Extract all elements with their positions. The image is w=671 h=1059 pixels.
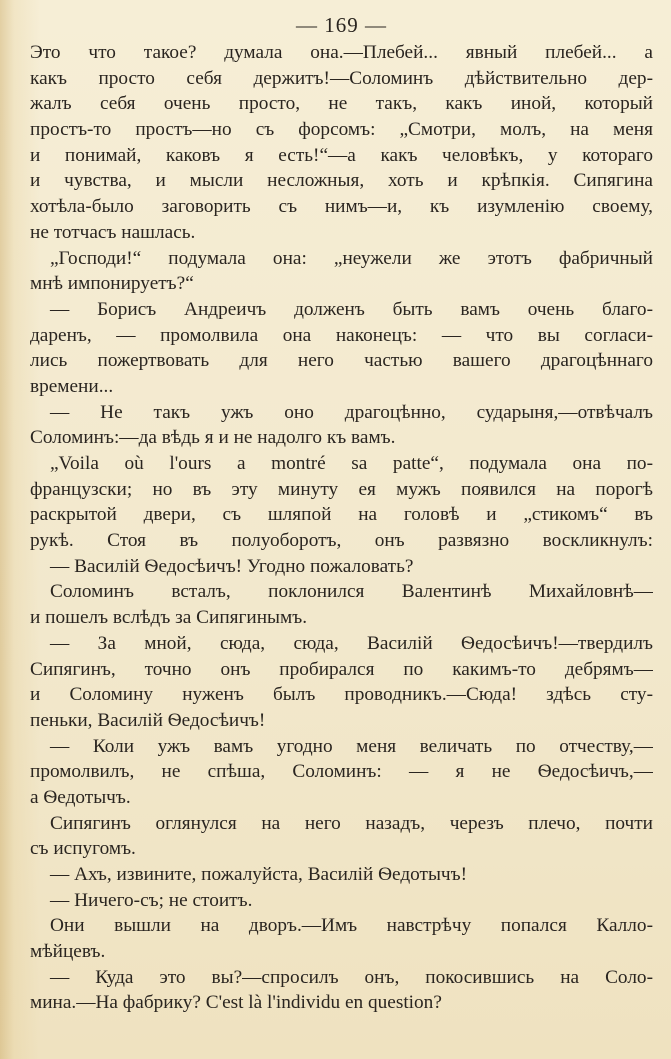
text-line: простъ-то простъ—но съ форсомъ: „Смотри, молъ, на меня	[30, 119, 653, 141]
text-line: — Куда это вы?—спросилъ онъ, покосившись на Соло-	[50, 966, 653, 988]
text-line: Это что такое? думала она.—Плебей... явный плебей... а	[30, 42, 653, 63]
text-line: Соломинъ всталъ, поклонился Валентинѣ Михайловнѣ—	[50, 581, 653, 603]
page-text	[30, 40, 653, 1016]
text-line: не тотчасъ нашлась.	[30, 221, 196, 243]
text-line: — Коли ужъ вамъ угодно меня величать по отчеству,—	[50, 735, 653, 757]
text-line: и понимай, каковъ я есть!“—а какъ человѣкъ, у котораго	[30, 144, 653, 166]
text-line: мѣйцевъ.	[30, 941, 106, 963]
text-line: Сипягинъ оглянулся на него назадъ, черезъ плечо, почти	[50, 812, 653, 834]
text-line: — Борисъ Андреичъ долженъ быть вамъ очень благо-	[50, 298, 653, 320]
text-line: какъ просто себя держитъ!—Соломинъ дѣйствительно дер-	[30, 67, 653, 89]
text-line: пеньки, Василій Ѳедосѣичъ!	[30, 709, 266, 731]
page-number: — 169 —	[296, 13, 387, 37]
text-line: — Не такъ ужъ оно драгоцѣнно, сударыня,—отвѣчалъ	[50, 401, 653, 423]
text-line: лись пожертвовать для него частью вашего драгоцѣннаго	[30, 350, 653, 372]
text-line: „Voila où l'ours a montré sa patte“, подумала она по-	[50, 453, 653, 474]
text-line: жалъ себя очень просто, не такъ, какъ иной, который	[30, 93, 653, 115]
text-line: даренъ, — промолвила она наконецъ: — что вы согласи-	[30, 324, 653, 346]
text-line: — За мной, сюда, сюда, Василій Ѳедосѣичъ!—твердилъ	[50, 632, 653, 654]
text-line: и пошелъ вслѣдъ за Сипягинымъ.	[30, 607, 308, 629]
text-line: мнѣ импонируетъ?“	[30, 273, 194, 295]
text-line: — Василій Ѳедосѣичъ! Угодно пожаловать?	[50, 555, 414, 577]
text-line: — Ничего-съ; не стоитъ.	[50, 889, 253, 911]
text-line: мина.—На фабрику? C'est là l'individu en question?	[30, 992, 442, 1014]
text-line: рукѣ. Стоя въ полуоборотъ, онъ развязно воскликнулъ:	[30, 530, 653, 552]
text-line: а Ѳедотычъ.	[30, 786, 131, 808]
text-line: съ испугомъ.	[30, 838, 136, 860]
text-line: и чувства, и мысли несложныя, хоть и крѣпкія. Сипягина	[30, 170, 653, 192]
text-line: и Соломину нуженъ былъ проводникъ.—Сюда! здѣсь сту-	[30, 684, 653, 706]
text-line: французски; но въ эту минуту ея мужъ появился на порогѣ	[30, 478, 653, 500]
text-line: Сипягинъ, точно онъ пробирался по какимъ-то дебрямъ—	[30, 658, 653, 680]
text-line: времени...	[30, 375, 114, 397]
text-line: хотѣла-было заговорить съ нимъ—и, къ изумленію своему,	[30, 196, 653, 218]
text-line: промолвилъ, не спѣша, Соломинъ: — я не Ѳедосѣичъ,—	[30, 761, 653, 783]
text-line: раскрытой двери, съ шляпой на головѣ и „стикомъ“ въ	[30, 504, 653, 526]
text-line: „Господи!“ подумала она: „неужели же этотъ фабричный	[50, 247, 653, 269]
text-line: Они вышли на дворъ.—Имъ навстрѣчу попался Калло-	[50, 915, 653, 937]
text-line: — Ахъ, извините, пожалуйста, Василій Ѳедотычъ!	[50, 864, 467, 885]
text-line: Соломинъ:—да вѣдь я и не надолго къ вамъ.	[30, 427, 396, 449]
